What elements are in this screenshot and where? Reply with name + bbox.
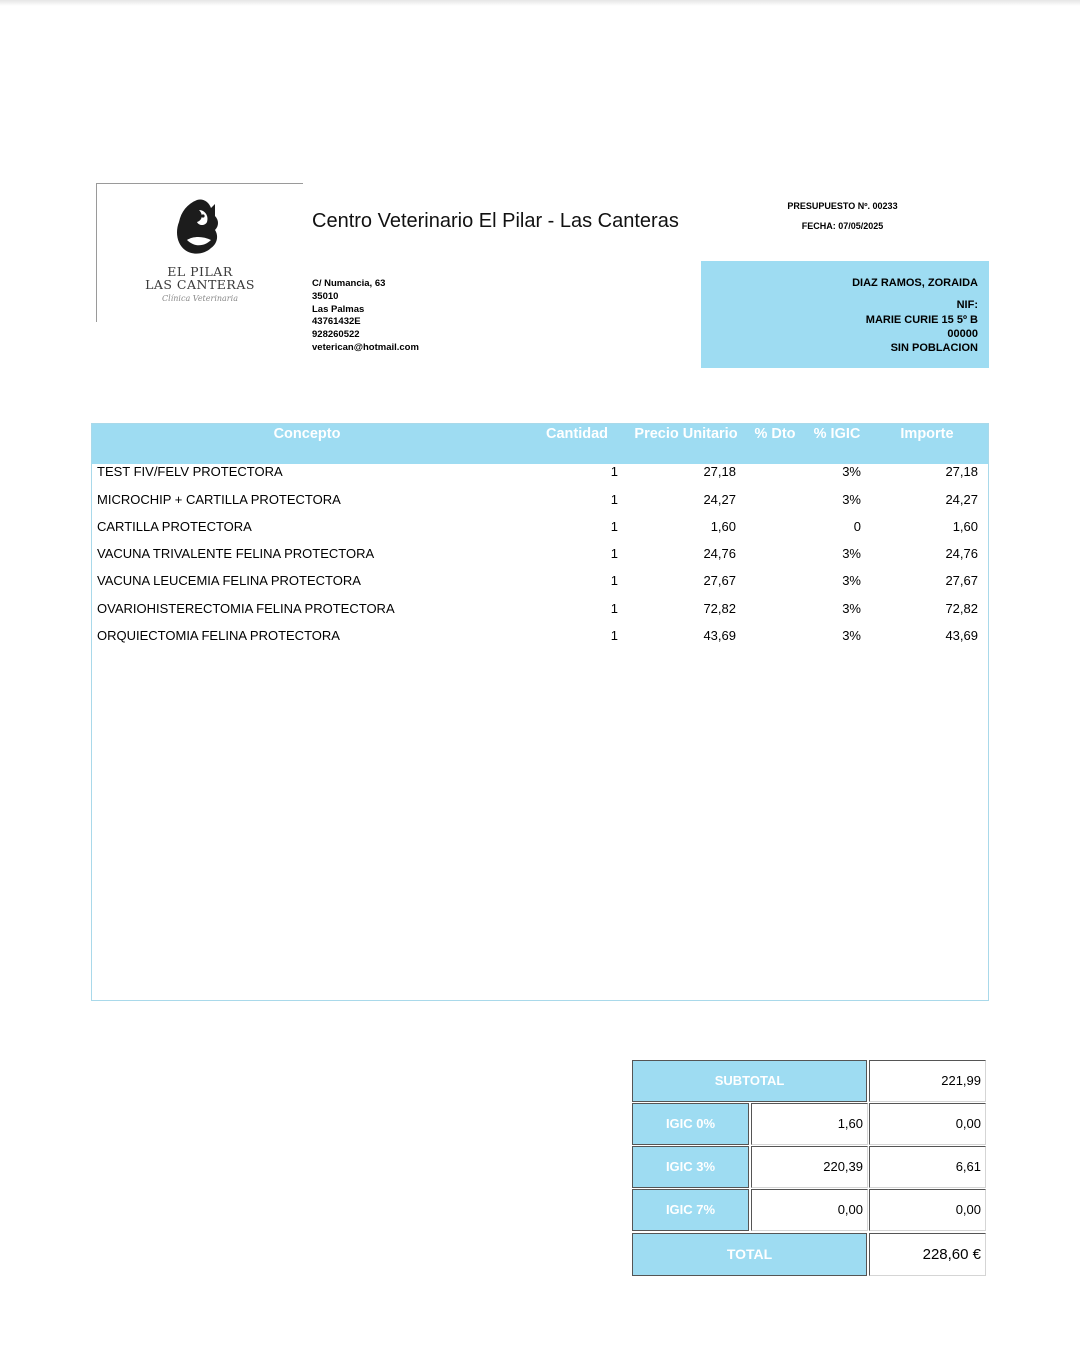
igic-0-amount: 0,00 (869, 1103, 986, 1145)
row-igic: 3% (842, 464, 861, 479)
igic-3-label: IGIC 3% (632, 1146, 749, 1188)
row-igic: 3% (842, 628, 861, 643)
row-concept: TEST FIV/FELV PROTECTORA (97, 464, 283, 479)
client-nif: NIF: (956, 299, 978, 311)
row-igic: 3% (842, 492, 861, 507)
igic-7-label: IGIC 7% (632, 1189, 749, 1231)
row-unit-price: 24,76 (703, 546, 736, 561)
row-quantity: 1 (610, 628, 618, 643)
company-logo (96, 183, 303, 322)
total-value: 228,60 € (869, 1233, 986, 1276)
row-concept: ORQUIECTOMIA FELINA PROTECTORA (97, 628, 340, 643)
company-phone: 928260522 (312, 329, 360, 341)
igic-7-amount: 0,00 (869, 1189, 986, 1231)
row-unit-price: 24,27 (703, 492, 736, 507)
row-quantity: 1 (610, 492, 618, 507)
row-amount: 1,60 (952, 519, 978, 534)
table-row (92, 628, 988, 648)
header-concept: Concepto (273, 426, 341, 442)
row-concept: VACUNA LEUCEMIA FELINA PROTECTORA (97, 573, 361, 588)
row-quantity: 1 (610, 546, 618, 561)
header-amount: Importe (900, 426, 954, 442)
company-tax-id: 43761432E (312, 316, 361, 328)
client-city: SIN POBLACION (890, 342, 978, 354)
subtotal-value: 221,99 (869, 1060, 986, 1102)
document-meta (760, 201, 925, 231)
row-igic: 3% (842, 601, 861, 616)
row-quantity: 1 (610, 573, 618, 588)
row-concept: CARTILLA PROTECTORA (97, 519, 252, 534)
row-concept: VACUNA TRIVALENTE FELINA PROTECTORA (97, 546, 375, 561)
company-city: Las Palmas (312, 303, 365, 315)
row-unit-price: 1,60 (710, 519, 736, 534)
logo-text-line1: EL PILAR (167, 264, 233, 279)
client-address: MARIE CURIE 15 5º B (865, 314, 978, 326)
row-quantity: 1 (610, 464, 618, 479)
header-igic: % IGIC (813, 426, 861, 442)
row-igic: 0 (853, 519, 861, 534)
row-concept: OVARIOHISTERECTOMIA FELINA PROTECTORA (97, 601, 395, 616)
row-amount: 24,27 (945, 492, 978, 507)
table-row (92, 601, 988, 621)
company-postal-code: 35010 (312, 290, 339, 302)
document-number: PRESUPUESTO Nº. 00233 (787, 201, 898, 211)
header-unit-price: Precio Unitario (634, 426, 738, 442)
table-row (92, 464, 988, 484)
client-postal-code: 00000 (947, 328, 978, 340)
header-quantity: Cantidad (545, 426, 609, 442)
client-name: DIAZ RAMOS, ZORAIDA (852, 277, 978, 289)
igic-3-base: 220,39 (751, 1146, 868, 1188)
client-box (701, 261, 989, 368)
table-row (92, 519, 988, 539)
subtotal-label: SUBTOTAL (632, 1060, 867, 1102)
table-row (92, 546, 988, 566)
row-amount: 24,76 (945, 546, 978, 561)
igic-3-amount: 6,61 (869, 1146, 986, 1188)
company-address: C/ Numancia, 63 (312, 278, 386, 289)
row-amount: 27,67 (945, 573, 978, 588)
total-label: TOTAL (632, 1233, 867, 1276)
company-info (312, 278, 419, 355)
row-quantity: 1 (610, 519, 618, 534)
table-row (92, 492, 988, 512)
row-igic: 3% (842, 546, 861, 561)
row-unit-price: 72,82 (703, 601, 736, 616)
row-concept: MICROCHIP + CARTILLA PROTECTORA (97, 492, 341, 507)
row-amount: 72,82 (945, 601, 978, 616)
row-unit-price: 27,67 (703, 573, 736, 588)
company-email: veterican@hotmail.com (312, 341, 419, 353)
igic-0-base: 1,60 (751, 1103, 868, 1145)
row-amount: 43,69 (945, 628, 978, 643)
company-name: Centro Veterinario El Pilar - Las Canteras (312, 210, 679, 232)
logo-text-line2: LAS CANTERAS (145, 277, 255, 292)
header-discount: % Dto (754, 426, 796, 442)
document-date: FECHA: 07/05/2025 (801, 221, 884, 231)
page-top-edge (0, 0, 1080, 6)
dog-cat-logo-icon (173, 196, 225, 258)
row-igic: 3% (842, 573, 861, 588)
row-quantity: 1 (610, 601, 618, 616)
igic-0-label: IGIC 0% (632, 1103, 749, 1145)
row-amount: 27,18 (945, 464, 978, 479)
row-unit-price: 27,18 (703, 464, 736, 479)
igic-7-base: 0,00 (751, 1189, 868, 1231)
logo-text-line3: Clínica Veterinaria (162, 294, 238, 303)
lines-table-header (92, 424, 988, 464)
row-unit-price: 43,69 (703, 628, 736, 643)
table-row (92, 573, 988, 593)
